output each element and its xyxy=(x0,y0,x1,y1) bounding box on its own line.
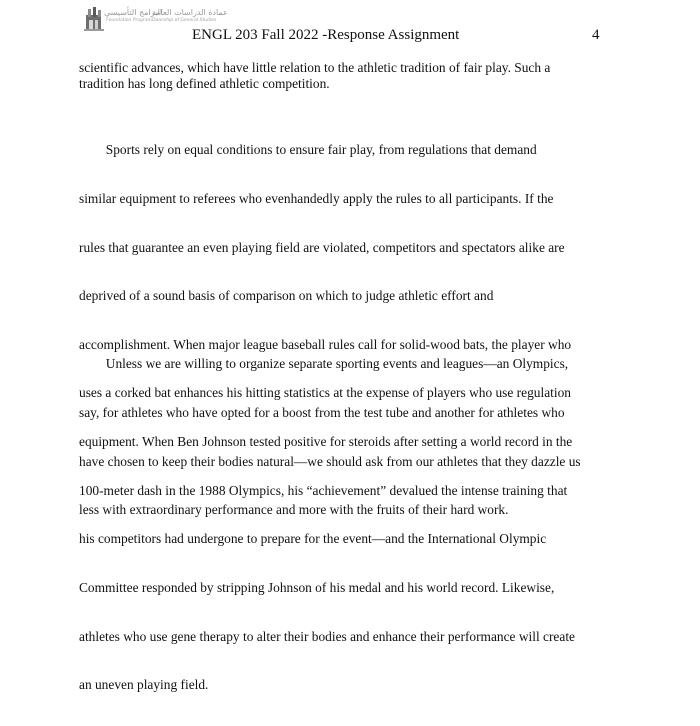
text-line: his competitors had undergone to prepare for the event—and the International Olympic xyxy=(79,531,547,547)
running-head-title: ENGL 203 Fall 2022 -Response Assignment xyxy=(192,27,460,43)
text-line: tradition has long defined athletic competition. xyxy=(79,76,330,92)
text-line: Committee responded by stripping Johnson of his medal and his world record. Likewise, xyxy=(79,579,555,595)
emblem-icon xyxy=(84,6,104,36)
text-line: Sports rely on equal conditions to ensure fair play, from regulations that demand xyxy=(79,142,537,158)
text-line: similar equipment to referees who evenhandedly apply the rules to all participants. If the xyxy=(79,191,554,207)
institution-logo xyxy=(84,6,228,36)
text-line: athletes who use gene therapy to alter their bodies and enhance their performance will create xyxy=(79,628,575,644)
text-line: say, for athletes who have opted for a boost from the test tube and another for athletes who xyxy=(79,405,565,421)
text-line: Unless we are willing to organize separate sporting events and leagues—an Olympics, xyxy=(79,356,569,372)
logo-arabic-left: البرامج التأسيسي xyxy=(104,8,163,17)
text-line: deprived of a sound basis of comparison on which to judge athletic effort and xyxy=(79,288,494,304)
text-line: rules that guarantee an even playing field are violated, competitors and spectators alike are xyxy=(79,239,565,255)
paragraph-1 xyxy=(79,60,550,92)
text-line: equipment. When Ben Johnson tested positive for steroids after setting a world record in the xyxy=(79,434,573,450)
logo-english-left: Foundation Program xyxy=(106,18,152,23)
text-line: accomplishment. When major league baseball rules call for solid-wood bats, the player who xyxy=(79,336,572,352)
text-line: less with extraordinary performance and more with the fruits of their hard work. xyxy=(79,502,509,518)
text-line: 100-meter dash in the 1988 Olympics, his “achievement” devalued the intense training that xyxy=(79,482,568,498)
text-line: have chosen to keep their bodies natural—we should ask from our athletes that they dazzle us xyxy=(79,453,581,469)
logo-arabic-right: عمادة الدراسات العامة xyxy=(152,8,228,17)
text-line: uses a corked bat enhances his hitting statistics at the expense of players who use regulation xyxy=(79,385,571,401)
logo-english-right: Deanship of General Studies xyxy=(152,18,217,23)
page-number: 4 xyxy=(592,27,600,43)
text-line: scientific advances, which have little relation to the athletic tradition of fair play. Such a xyxy=(79,60,551,75)
text-line: an uneven playing field. xyxy=(79,677,209,693)
paragraph-3 xyxy=(79,324,581,551)
